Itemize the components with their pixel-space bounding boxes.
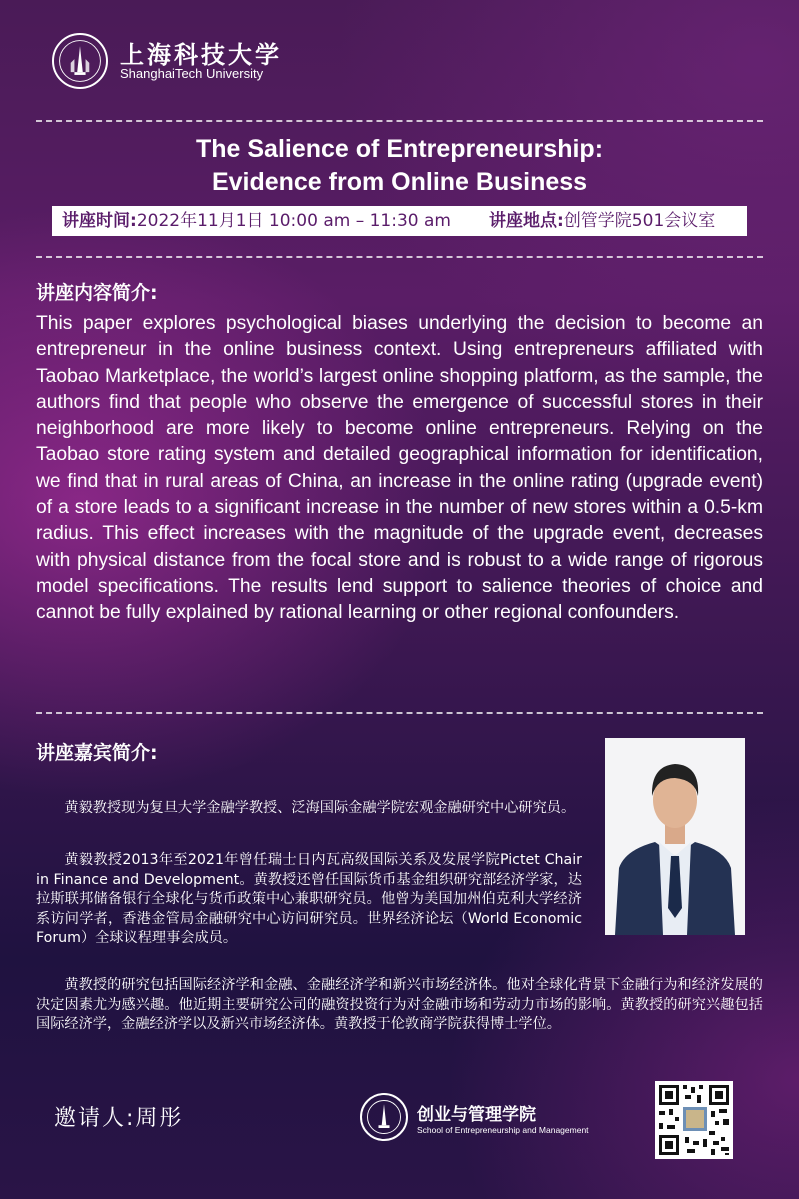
lecture-title-line1: The Salience of Entrepreneurship: — [195, 135, 604, 163]
inviter: 邀请人:周彤 — [54, 1106, 184, 1131]
abstract-text: This paper explores psychological biases underlying the decision to become an entrepreneur in the online business context. Using entrepreneurs affiliated with Taobao Marketplace, the world’s largest online shopping platform, as the sample, the authors find that people who observe the emergence of successful stores in their neighborhood are more likely to become online entrepreneurs. Relying on the Taobao store rating system and detailed geographical information for identification, we find that in rural areas of China, an increase in the online rating (upgrade event) of a store leads to a significant increase in the number of new stores within a 0.5-km radius. This effect increases with the magnitude of the upgrade event, decreases with physical distance from the focal store and is robust to a wide range of rigorous model specifications. The results lend support to salience theories of choice and cannot be fully explained by rational learning or other regional confounders. — [36, 313, 763, 624]
abstract-heading: 讲座内容简介: — [36, 282, 158, 304]
school-name-cn: 创业与管理学院 — [417, 1105, 536, 1125]
time-value: 2022年11月1日 10:00 am – 11:30 am — [136, 211, 451, 231]
speaker-portrait-icon — [605, 738, 745, 935]
lecture-time — [62, 206, 451, 236]
time-label: 讲座时间: — [62, 211, 137, 231]
qr-code-icon[interactable] — [655, 1081, 733, 1159]
divider — [36, 256, 763, 258]
divider — [36, 712, 763, 714]
speaker-heading: 讲座嘉宾简介: — [36, 742, 158, 764]
school-name-en: School of Entrepreneurship and Management — [417, 1125, 589, 1135]
speaker-bio-para3: 黄教授的研究包括国际经济学和金融、金融经济学和新兴市场经济体。他对全球化背景下金融行为和经济发展的决定因素尤为感兴趣。他近期主要研究公司的融资投资行为对金融市场和劳动力市场的影响。黄教授的研究兴趣包括国际经济学，金融经济学以及新兴市场经济体。黄教授于伦敦商学院获得博士学位。 — [36, 977, 763, 1032]
speaker-bio-para1: 黄毅教授现为复旦大学金融学教授、泛海国际金融学院宏观金融研究中心研究员。 — [64, 800, 576, 816]
lecture-place — [489, 206, 715, 236]
lecture-title — [36, 133, 763, 199]
speaker-bio-para2: 黄毅教授2013年至2021年曾任瑞士日内瓦高级国际关系及发展学院Pictet Chair in Finance and Development。黄教授还曾任国际货币基金组织研究部经济学家，达拉斯联邦储备银行全球化与货币政策中心兼职研究员。他曾为美国加州伯克利大学经济系访问学者，香港金管局金融研究中心访问研究员。世界经济论坛（World Economic Forum）全球议程理事会成员。 — [36, 852, 582, 946]
university-name-en: ShanghaiTech University — [120, 66, 264, 81]
place-label: 讲座地点: — [489, 211, 564, 231]
lecture-info-bar — [52, 206, 747, 236]
divider — [36, 120, 763, 122]
university-seal-icon — [52, 33, 108, 89]
school-seal-icon — [360, 1093, 408, 1141]
place-value: 创管学院501会议室 — [563, 211, 716, 231]
university-name-cn: 上海科技大学 — [120, 41, 282, 69]
lecture-title-line2: Evidence from Online Business — [211, 168, 588, 196]
